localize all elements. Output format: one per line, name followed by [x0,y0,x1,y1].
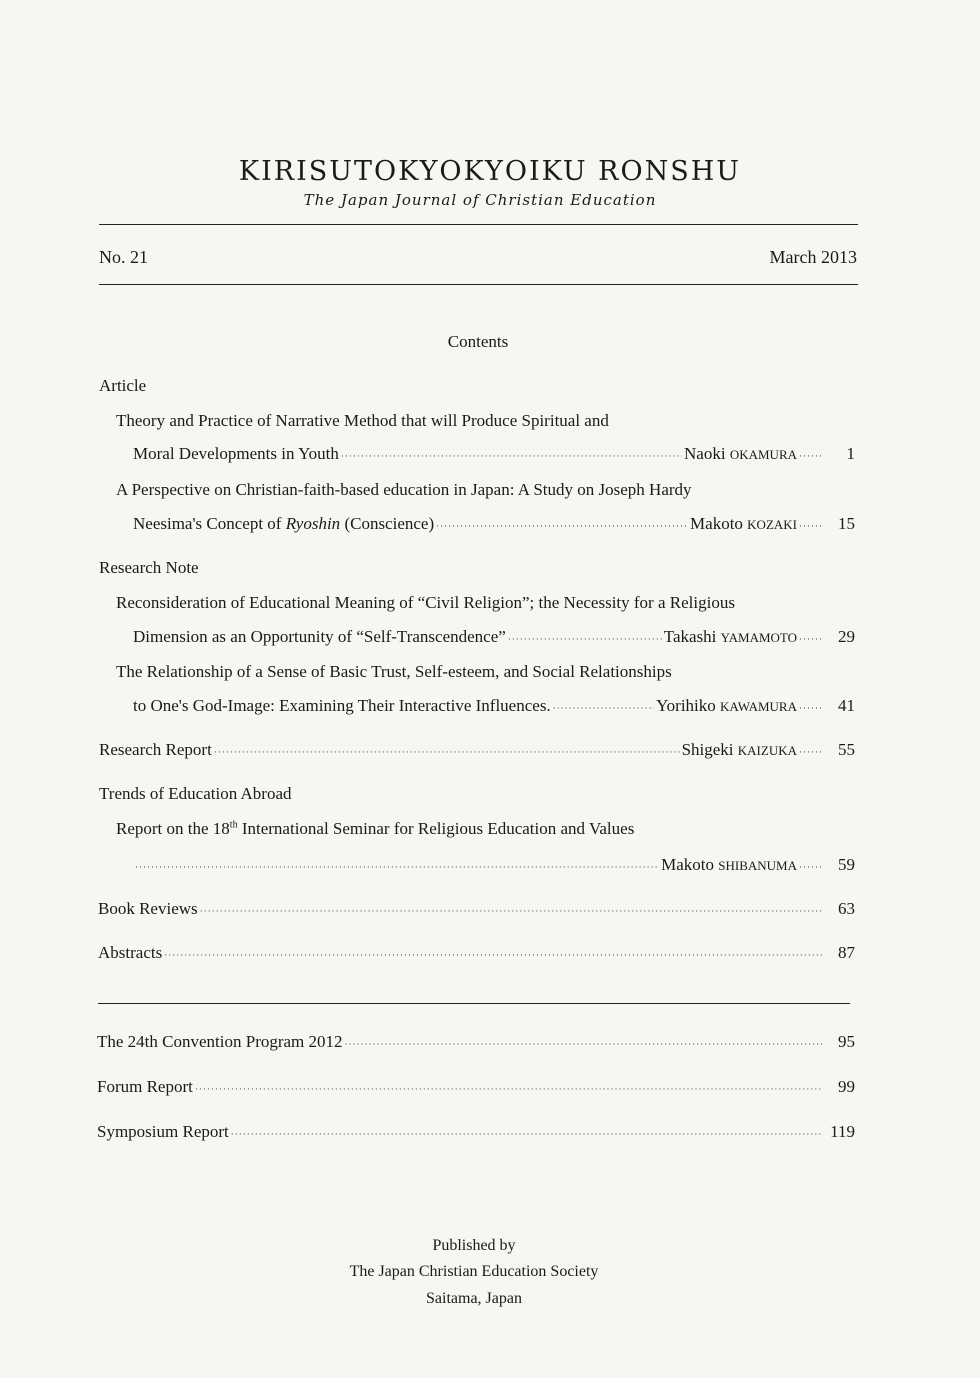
dot-leader [214,747,680,757]
toc-entry[interactable] [98,899,855,919]
page-number: 99 [838,1077,855,1096]
entry-label-forum-report: Forum Report [97,1077,193,1096]
page-number: 95 [838,1032,855,1051]
entry-title-line: Report on the 18th International Seminar for Religious Education and Values [116,819,635,838]
journal-subtitle: The Japan Journal of Christian Education [303,191,657,209]
author-name: Shigeki KAIZUKA [681,740,797,759]
toc-entry[interactable] [97,1122,855,1142]
dot-leader [553,703,654,713]
author-name: Makoto KOZAKI [690,514,797,533]
journal-title: KIRISUTOKYOKYOIKU RONSHU [238,156,742,187]
toc-entry[interactable] [98,943,855,963]
entry-title-line: to One's God-Image: Examining Their Interactive Influences. [133,696,551,715]
divider [99,284,858,285]
dot-leader [135,862,659,872]
section-heading-trends: Trends of Education Abroad [99,784,292,803]
dot-leader [341,451,682,461]
toc-entry[interactable] [97,1032,855,1052]
publisher-location: Saitama, Japan [426,1290,522,1307]
page-number: 63 [838,899,855,918]
page-number: 87 [838,943,855,962]
dot-leader [799,521,823,531]
section-heading-research-report: Research Report [99,740,212,759]
section-heading-book-reviews: Book Reviews [98,899,198,918]
toc-entry[interactable] [133,855,855,875]
section-heading-abstracts: Abstracts [98,943,163,962]
toc-entry[interactable] [133,696,855,716]
dot-leader [345,1039,823,1049]
entry-title-line: Theory and Practice of Narrative Method that will Produce Spiritual and [116,411,609,430]
entry-title-line: Reconsideration of Educational Meaning of “Civil Religion”; the Necessity for a Religious [116,593,735,612]
entry-label-convention: The 24th Convention Program 2012 [97,1032,343,1051]
divider [98,1003,850,1004]
page-number: 41 [838,696,855,715]
dot-leader [195,1084,823,1094]
toc-entry[interactable] [133,444,855,464]
publisher-line: Published by [432,1237,516,1254]
dot-leader [799,451,823,461]
issue-number: No. 21 [99,247,148,267]
dot-leader [799,862,823,872]
toc-entry[interactable] [133,627,855,647]
page-number: 15 [838,514,855,533]
entry-title-line: Moral Developments in Youth [133,444,339,463]
page-number: 29 [838,627,855,646]
entry-label-symposium-report: Symposium Report [97,1122,229,1141]
dot-leader [200,906,823,916]
entry-title-line: The Relationship of a Sense of Basic Trust, Self-esteem, and Social Relationships [116,662,672,681]
dot-leader [799,703,823,713]
dot-leader [436,521,688,531]
author-name: Makoto SHIBANUMA [661,855,797,874]
page-number: 59 [838,855,855,874]
entry-title-line: Neesima's Concept of Ryoshin (Conscience) [133,514,435,533]
author-name: Takashi YAMAMOTO [663,627,797,646]
author-name: Naoki OKAMURA [684,444,797,463]
divider [99,224,858,225]
page-number: 1 [846,444,855,463]
dot-leader [164,950,823,960]
author-name: Yorihiko KAWAMURA [656,696,797,715]
dot-leader [799,634,823,644]
dot-leader [508,634,662,644]
page-number: 119 [830,1122,855,1141]
issue-date: March 2013 [769,247,857,267]
page-number: 55 [838,740,855,759]
publisher-name: The Japan Christian Education Society [349,1263,599,1280]
toc-entry[interactable] [133,514,855,534]
dot-leader [799,747,823,757]
contents-heading: Contents [447,332,509,351]
section-heading-article: Article [99,376,147,395]
toc-entry[interactable] [97,1077,855,1097]
entry-title-line: Dimension as an Opportunity of “Self-Transcendence” [133,627,506,646]
entry-title-line: A Perspective on Christian-faith-based education in Japan: A Study on Joseph Hardy [116,480,692,499]
dot-leader [231,1129,823,1139]
section-heading-research-note: Research Note [99,558,199,577]
toc-entry[interactable] [99,740,855,760]
